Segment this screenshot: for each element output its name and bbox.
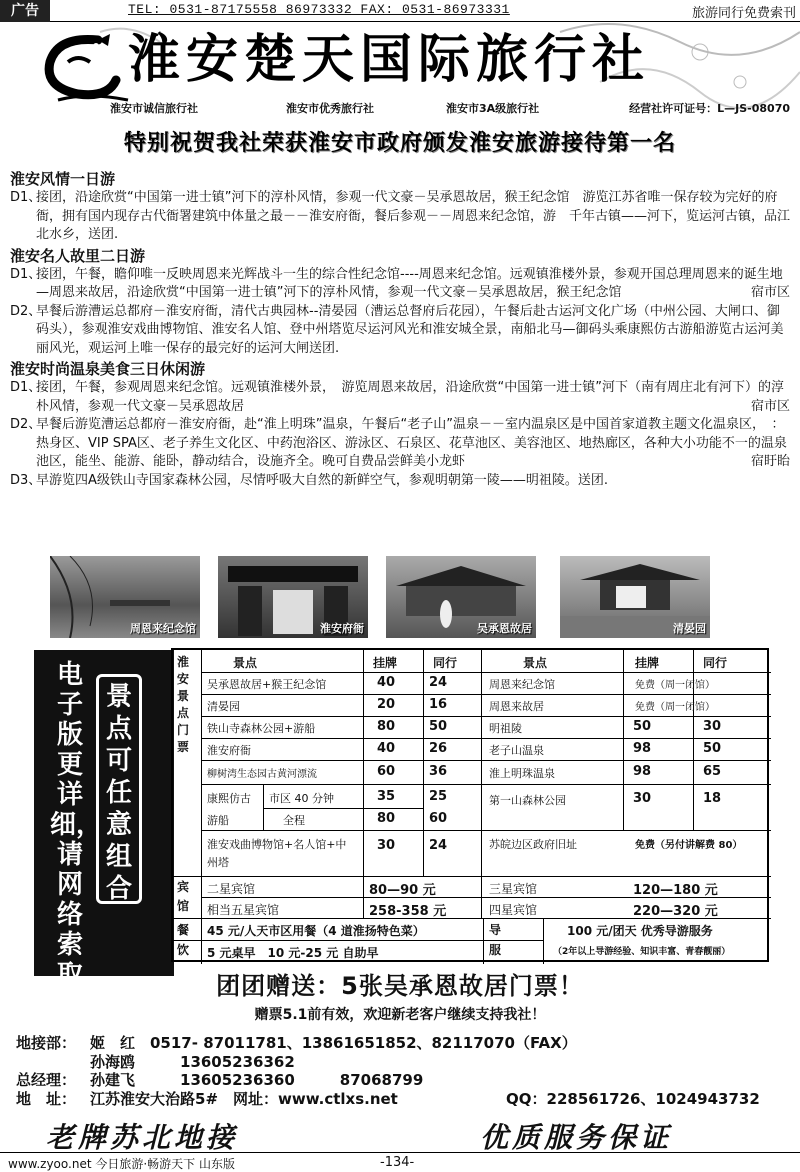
sub-label-excellent: 淮安市优秀旅行社 <box>286 102 374 115</box>
tour-day <box>10 303 790 359</box>
photo-wuchengen-residence <box>386 556 536 638</box>
left-row-spot: 吴承恩故居+猴王纪念馆 <box>207 678 327 691</box>
right-row-price: 免费（周一闭馆） <box>635 680 715 691</box>
header-peer: 同行 <box>703 656 728 670</box>
tour-three-day <box>10 359 790 490</box>
left-row-list: 40 <box>377 741 396 756</box>
left-row-peer: 26 <box>429 741 448 756</box>
photo-huaian-yamen <box>218 556 368 638</box>
gm-label: 总经理： <box>16 1071 77 1089</box>
food-line: 45 元/人天市区用餐（4 道淮扬特色菜） <box>207 924 425 938</box>
tour-title: 淮安名人故里二日游 <box>10 246 146 265</box>
reception-label: 地接部： <box>16 1034 77 1052</box>
right-row-spot: 淮上明珠温泉 <box>489 767 555 780</box>
hotel-price: 258-358 元 <box>369 904 447 919</box>
tour-one-day <box>10 169 790 245</box>
day-label: D1、 <box>10 380 42 395</box>
promo-electronic-version: 电子版更详细，请网络索取 <box>50 660 103 990</box>
photo-caption: 淮安府衙 <box>320 622 364 635</box>
day-text: 早餐后游漕运总都府－淮安府衙，清代古典园林--清晏园（漕运总督府后花园），午餐后赴古运河文化广场（中州公园、大闸口、御码头），参观淮安戏曲博物馆、淮安名人馆、登中州塔览尽运河风光和淮安城全景，南船北马—御码头乘康熙仿古游船游览古运河美丽风光，观运河上唯一保存的最完好的运河大闸送团. <box>36 303 784 356</box>
top-contact-line: TEL: 0531-87175558 86973332 FAX: 0531-86973331 <box>128 2 510 17</box>
sub-label-3a: 淮安市3A级旅行社 <box>446 102 540 115</box>
reception-value-2: 孙海鸥 13605236362 <box>90 1052 295 1071</box>
right-row-price: 免费（另付讲解费 80） <box>635 840 743 851</box>
tour-day <box>10 416 790 472</box>
boat-spot-a: 康熙仿古 <box>207 792 251 805</box>
headline: 特别祝贺我社荣获淮安市政府颁发淮安旅游接待第一名 <box>123 131 676 156</box>
tour-day <box>10 189 790 245</box>
tour-day <box>10 379 790 416</box>
guide-line: （2年以上导游经验、知识丰富、青春靓丽） <box>553 947 731 957</box>
left-row-list: 30 <box>377 838 396 853</box>
section-hotel: 宾馆 <box>177 880 190 913</box>
day-label: D2、 <box>10 303 42 319</box>
right-row-price: 免费（周一闭馆） <box>635 702 715 713</box>
company-name: 淮安楚天国际旅行社 <box>128 30 651 90</box>
section-tickets: 淮安景点门票 <box>177 655 190 754</box>
left-row-list: 40 <box>377 675 396 690</box>
photo-strip <box>50 556 750 640</box>
gift-note: 赠票5.1前有效，欢迎新老客户继续支持我社！ <box>254 1007 546 1023</box>
left-row-list: 20 <box>377 697 396 712</box>
footer-site: www.zyoo.net 今日旅游·畅游天下 山东版 <box>8 1157 235 1171</box>
contact-block <box>16 1034 786 1108</box>
day-text: 接团，沿途欣赏“中国第一进士镇”河下的淳朴风情，参观一代文豪－吴承恩故居，猴王纪念馆 游览江苏省唯一保存较为完好的府衙，拥有国内现存古代衙署建筑中体量之最－－淮安府衙，餐后参观－－周恩来纪念馆，游 千年古镇——河下，览运河古镇，品江北水乡，送团. <box>36 190 791 242</box>
hotel-price: 120—180 元 <box>633 883 718 898</box>
left-row-spot: 柳树湾生态园古黄河漂流 <box>207 769 317 780</box>
slogan-right: 优质服务保证 <box>480 1121 673 1154</box>
hotel-name: 三星宾馆 <box>489 882 538 896</box>
right-row-list: 98 <box>633 741 652 756</box>
photo-zhouenlai-memorial <box>50 556 200 638</box>
ad-label: 广告 <box>0 0 50 22</box>
page-number: -134- <box>380 1155 415 1170</box>
price-table <box>171 648 769 962</box>
header-spot: 景点 <box>523 656 548 670</box>
right-row-spot: 明祖陵 <box>489 722 522 735</box>
food-line: 5 元桌早 10 元-25 元 自助早 <box>207 946 379 960</box>
photo-caption: 周恩来纪念馆 <box>130 622 196 635</box>
right-row-list: 30 <box>633 791 652 806</box>
left-row-list: 80 <box>377 719 396 734</box>
boat-option-list: 80 <box>377 811 396 826</box>
hotel-price: 80—90 元 <box>369 883 436 898</box>
header-spot: 景点 <box>233 656 258 670</box>
sub-label-honest: 淮安市诚信旅行社 <box>110 102 198 115</box>
guide-line: 100 元/团天 优秀导游服务 <box>567 924 713 938</box>
day-note: 宿盱眙 <box>750 454 790 469</box>
right-row-peer: 50 <box>703 741 722 756</box>
left-row-peer: 24 <box>429 675 448 690</box>
tour-title: 淮安风情一日游 <box>10 170 116 188</box>
right-row-spot: 周恩来故居 <box>489 700 544 713</box>
left-row-peer: 24 <box>429 838 448 853</box>
day-note: 宿市区 <box>750 285 790 300</box>
right-row-list: 98 <box>633 764 652 779</box>
day-label: D1、 <box>10 266 42 282</box>
day-text: 接团，午餐，瞻仰唯一反映周恩来光辉战斗一生的综合性纪念馆----周恩来纪念馆。远观镇淮楼外景，参观开国总理周恩来的诞生地—周恩来故居，沿途欣赏“中国第一进士镇”河下的淳朴风情，参观一代文豪－吴承恩故居，猴王纪念馆 <box>36 266 783 300</box>
left-row-spot: 淮安戏曲博物馆+名人馆+中州塔 <box>207 838 347 869</box>
right-row-spot: 苏皖边区政府旧址 <box>489 838 577 851</box>
header-peer: 同行 <box>433 656 458 670</box>
hotel-name: 二星宾馆 <box>207 882 256 896</box>
license-number: 经营社许可证号：L—JS-08070 <box>629 102 790 115</box>
gm-value: 孙建飞 13605236360 87068799 <box>90 1071 424 1089</box>
header-list: 挂牌 <box>373 656 398 670</box>
photo-caption: 吴承恩故居 <box>477 622 532 635</box>
gift-banner: 团团赠送：5张吴承恩故居门票！ <box>216 972 584 1000</box>
tour-day <box>10 266 790 303</box>
boat-spot-b: 游船 <box>207 814 229 827</box>
left-row-spot: 铁山寺森林公园+游船 <box>207 722 316 735</box>
day-text: 早游览四A级铁山寺国家森林公园，尽情呼吸大自然的新鲜空气，参观明朝第一陵——明祖陵。送团. <box>36 472 609 488</box>
right-row-peer: 65 <box>703 764 722 779</box>
qq-value: QQ：228561726、1024943732 <box>506 1089 760 1108</box>
address-value: 江苏淮安大治路5# 网址：www.ctlxs.net <box>90 1089 398 1108</box>
boat-option: 市区 40 分钟 <box>269 792 334 805</box>
boat-option: 全程 <box>283 814 305 827</box>
left-row-spot: 清晏园 <box>207 700 240 713</box>
left-row-peer: 36 <box>429 764 448 779</box>
boat-option-list: 35 <box>377 789 396 804</box>
slogan-left: 老牌苏北地接 <box>46 1121 239 1154</box>
left-row-peer: 16 <box>429 697 448 712</box>
reception-value: 姬 红 0517- 87011781、13861651852、82117070（FAX） <box>90 1034 577 1052</box>
tour-day <box>10 472 790 491</box>
address-label: 地 址： <box>16 1089 77 1108</box>
tour-title: 淮安时尚温泉美食三日休闲游 <box>10 360 206 378</box>
left-row-peer: 50 <box>429 719 448 734</box>
left-row-spot: 淮安府衙 <box>207 744 251 757</box>
day-label: D2、 <box>10 417 42 432</box>
promo-combination: 景点可任意组合 <box>96 674 142 904</box>
boat-option-peer: 25 <box>429 789 448 804</box>
top-slogan: 旅游同行免费索刊 <box>691 6 796 21</box>
right-row-spot: 老子山温泉 <box>489 744 544 757</box>
right-row-peer: 18 <box>703 791 722 806</box>
day-label: D1、 <box>10 190 42 205</box>
tour-list <box>10 168 790 490</box>
right-row-list: 50 <box>633 719 652 734</box>
photo-caption: 清晏园 <box>673 622 706 635</box>
left-row-list: 60 <box>377 764 396 779</box>
hotel-name: 相当五星宾馆 <box>207 903 280 917</box>
right-row-spot: 第一山森林公园 <box>489 794 566 807</box>
section-guide: 导服 <box>489 923 502 957</box>
day-text: 早餐后游览漕运总都府－淮安府衙，赴“淮上明珠”温泉，午餐后“老子山”温泉－－室内温泉区是中国首家道教主题文化温泉区， ：热身区、VIP SPA区、老子养生文化区、中药泡浴区、游泳区、石泉区、花草池区、美容池区、地热廊区，各种大小功能不一的温泉池区，能坐、能游、能卧，静动结合，设施齐全。晚可自费品尝鲜美小龙虾 <box>36 417 787 469</box>
right-row-spot: 周恩来纪念馆 <box>489 678 555 691</box>
hotel-price: 220—320 元 <box>633 904 718 919</box>
section-food: 餐饮 <box>177 923 190 957</box>
boat-option-peer: 60 <box>429 811 448 826</box>
day-label: D3、 <box>10 472 42 488</box>
dragon-logo-icon <box>38 32 138 104</box>
right-row-peer: 30 <box>703 719 722 734</box>
tour-two-day <box>10 246 790 359</box>
day-note: 宿市区 <box>750 398 790 414</box>
hotel-name: 四星宾馆 <box>489 903 538 917</box>
photo-qingyan-garden <box>560 556 710 638</box>
day-text: 接团，午餐，参观周恩来纪念馆。远观镇淮楼外景， 游览周恩来故居，沿途欣赏“中国第一进士镇”河下（南有周庄北有河下）的淳朴风情，参观一代文豪－吴承恩故居 <box>36 380 784 414</box>
header-list: 挂牌 <box>635 656 660 670</box>
